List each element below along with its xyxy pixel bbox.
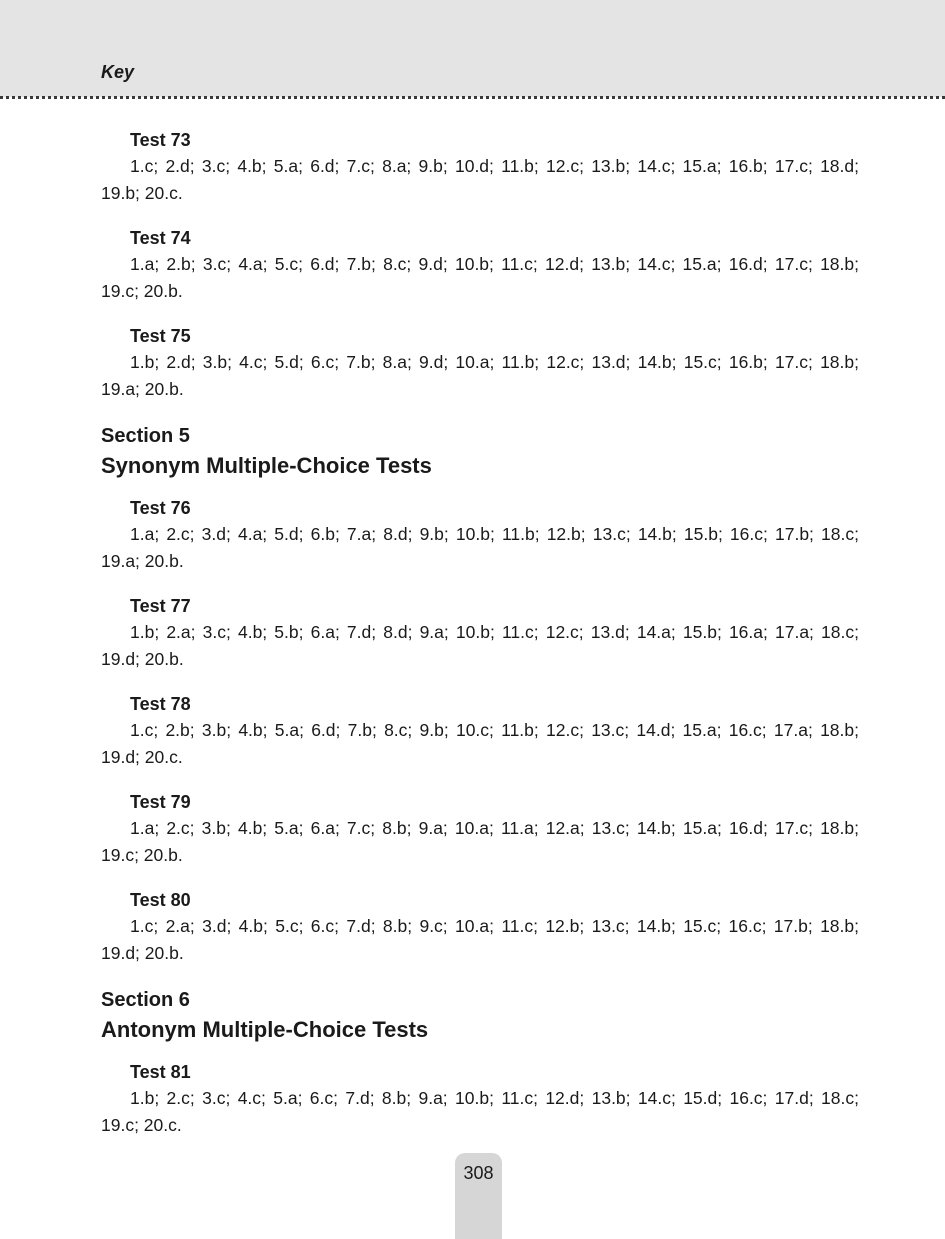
test-block: [101, 323, 859, 403]
test-title: Test 77: [130, 596, 191, 616]
test-title: Test 79: [130, 792, 191, 812]
section-title: Synonym Multiple-Choice Tests: [101, 453, 432, 478]
test-title: Test 76: [130, 498, 191, 518]
test-block: [101, 495, 859, 575]
test-answers: 1.b; 2.c; 3.c; 4.c; 5.a; 6.c; 7.d; 8.b; 9.a; 10.b; 11.c; 12.d; 13.b; 14.c; 15.d; 16.c; 17.d; 18.c; 19.c; 20.c.: [101, 1088, 859, 1135]
header-band: [0, 0, 945, 97]
test-answers: 1.b; 2.a; 3.c; 4.b; 5.b; 6.a; 7.d; 8.d; 9.a; 10.b; 11.c; 12.c; 13.d; 14.a; 15.b; 16.a; 17.a; 18.c; 19.d; 20.b.: [101, 622, 859, 669]
test-answers: 1.a; 2.b; 3.c; 4.a; 5.c; 6.d; 7.b; 8.c; 9.d; 10.b; 11.c; 12.d; 13.b; 14.c; 15.a; 16.d; 17.c; 18.b; 19.c; 20.b.: [101, 254, 859, 301]
page-number: 308: [463, 1163, 494, 1183]
test-answers: 1.a; 2.c; 3.b; 4.b; 5.a; 6.a; 7.c; 8.b; 9.a; 10.a; 11.a; 12.a; 13.c; 14.b; 15.a; 16.d; 17.c; 18.b; 19.c; 20.b.: [101, 818, 859, 865]
test-answers: 1.a; 2.c; 3.d; 4.a; 5.d; 6.b; 7.a; 8.d; 9.b; 10.b; 11.b; 12.b; 13.c; 14.b; 15.b; 16.c; 17.b; 18.c; 19.a; 20.b.: [101, 524, 859, 571]
test-block: [101, 593, 859, 673]
test-title: Test 78: [130, 694, 191, 714]
test-title: Test 80: [130, 890, 191, 910]
test-block: [101, 127, 859, 207]
running-header: Key: [101, 62, 135, 82]
test-block: [101, 225, 859, 305]
test-block: [101, 789, 859, 869]
test-title: Test 73: [130, 130, 191, 150]
test-answers: 1.c; 2.d; 3.c; 4.b; 5.a; 6.d; 7.c; 8.a; 9.b; 10.d; 11.b; 12.c; 13.b; 14.c; 15.a; 16.b; 17.c; 18.d; 19.b; 20.c.: [101, 156, 859, 203]
section-label: Section 6: [101, 989, 190, 1011]
section-label: Section 5: [101, 425, 190, 447]
test-block: [101, 691, 859, 771]
dotted-divider: [0, 96, 945, 99]
test-answers: 1.c; 2.b; 3.b; 4.b; 5.a; 6.d; 7.b; 8.c; 9.b; 10.c; 11.b; 12.c; 13.c; 14.d; 15.a; 16.c; 17.a; 18.b; 19.d; 20.c.: [101, 720, 859, 767]
test-block: [101, 887, 859, 967]
test-title: Test 81: [130, 1062, 191, 1082]
test-answers: 1.b; 2.d; 3.b; 4.c; 5.d; 6.c; 7.b; 8.a; 9.d; 10.a; 11.b; 12.c; 13.d; 14.b; 15.c; 16.b; 17.c; 18.b; 19.a; 20.b.: [101, 352, 859, 399]
test-block: [101, 1059, 859, 1139]
test-title: Test 75: [130, 326, 191, 346]
answer-key-content: [101, 127, 859, 1157]
test-answers: 1.c; 2.a; 3.d; 4.b; 5.c; 6.c; 7.d; 8.b; 9.c; 10.a; 11.c; 12.b; 13.c; 14.b; 15.c; 16.c; 17.b; 18.b; 19.d; 20.b.: [101, 916, 859, 963]
test-title: Test 74: [130, 228, 191, 248]
section-title: Antonym Multiple-Choice Tests: [101, 1017, 429, 1042]
